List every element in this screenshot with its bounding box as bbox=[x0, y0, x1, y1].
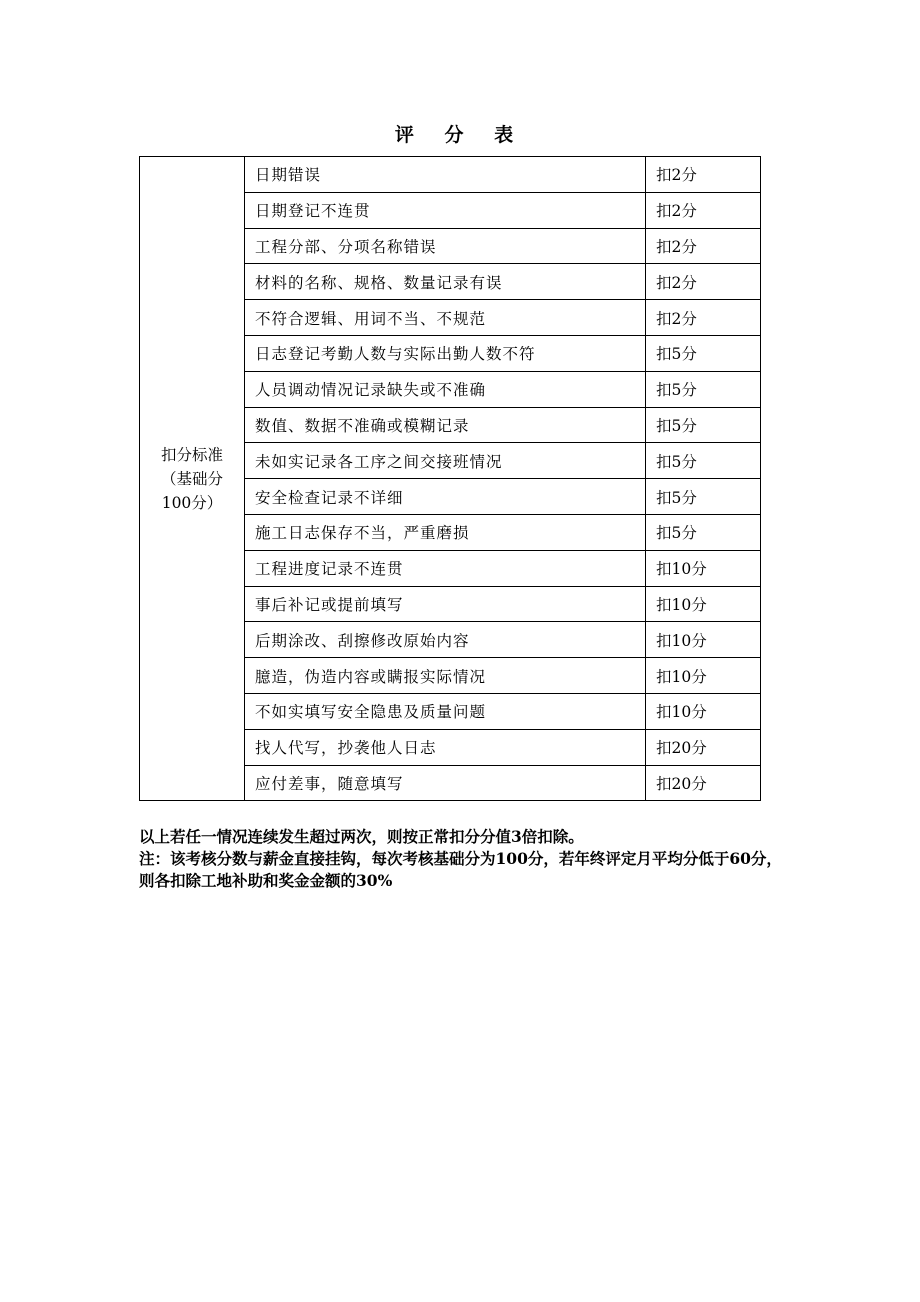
deduction-value: 扣2分 bbox=[646, 264, 761, 300]
scoring-table-body bbox=[140, 157, 761, 801]
document-title: 评 分 表 bbox=[394, 124, 526, 146]
deduction-value: 扣5分 bbox=[646, 479, 761, 515]
criterion-item: 不如实填写安全隐患及质量问题 bbox=[245, 693, 646, 729]
criterion-item: 日期登记不连贯 bbox=[245, 192, 646, 228]
deduction-value: 扣5分 bbox=[646, 443, 761, 479]
deduction-value: 扣20分 bbox=[646, 765, 761, 801]
deduction-value: 扣10分 bbox=[646, 658, 761, 694]
criterion-item: 施工日志保存不当，严重磨损 bbox=[245, 514, 646, 550]
deduction-value: 扣10分 bbox=[646, 622, 761, 658]
criterion-item: 人员调动情况记录缺失或不准确 bbox=[245, 371, 646, 407]
category-cell: 扣分标准（基础分100分） bbox=[140, 157, 245, 801]
criterion-item: 臆造，伪造内容或瞒报实际情况 bbox=[245, 658, 646, 694]
deduction-value: 扣10分 bbox=[646, 550, 761, 586]
deduction-value: 扣2分 bbox=[646, 300, 761, 336]
criterion-item: 应付差事，随意填写 bbox=[245, 765, 646, 801]
criterion-item: 不符合逻辑、用词不当、不规范 bbox=[245, 300, 646, 336]
criterion-item: 未如实记录各工序之间交接班情况 bbox=[245, 443, 646, 479]
deduction-value: 扣5分 bbox=[646, 407, 761, 443]
rule-note: 以上若任一情况连续发生超过两次，则按正常扣分分值3倍扣除。 bbox=[139, 827, 584, 846]
scoring-table bbox=[139, 156, 761, 801]
deduction-value: 扣20分 bbox=[646, 729, 761, 765]
criterion-item: 安全检查记录不详细 bbox=[245, 479, 646, 515]
criterion-item: 材料的名称、规格、数量记录有误 bbox=[245, 264, 646, 300]
deduction-value: 扣5分 bbox=[646, 335, 761, 371]
salary-note: 注：该考核分数与薪金直接挂钩，每次考核基础分为100分，若年终评定月平均分低于60分，则各扣除工地补助和奖金金额的30% bbox=[139, 849, 782, 890]
criterion-item: 数值、数据不准确或模糊记录 bbox=[245, 407, 646, 443]
criterion-item: 日期错误 bbox=[245, 157, 646, 193]
deduction-value: 扣2分 bbox=[646, 157, 761, 193]
deduction-value: 扣10分 bbox=[646, 693, 761, 729]
deduction-value: 扣5分 bbox=[646, 514, 761, 550]
criterion-item: 工程进度记录不连贯 bbox=[245, 550, 646, 586]
criterion-item: 后期涂改、刮擦修改原始内容 bbox=[245, 622, 646, 658]
deduction-value: 扣2分 bbox=[646, 192, 761, 228]
deduction-value: 扣10分 bbox=[646, 586, 761, 622]
criterion-item: 工程分部、分项名称错误 bbox=[245, 228, 646, 264]
deduction-value: 扣2分 bbox=[646, 228, 761, 264]
criterion-item: 事后补记或提前填写 bbox=[245, 586, 646, 622]
table-row bbox=[140, 157, 761, 193]
notes-section bbox=[139, 826, 789, 892]
deduction-value: 扣5分 bbox=[646, 371, 761, 407]
criterion-item: 日志登记考勤人数与实际出勤人数不符 bbox=[245, 335, 646, 371]
criterion-item: 找人代写，抄袭他人日志 bbox=[245, 729, 646, 765]
